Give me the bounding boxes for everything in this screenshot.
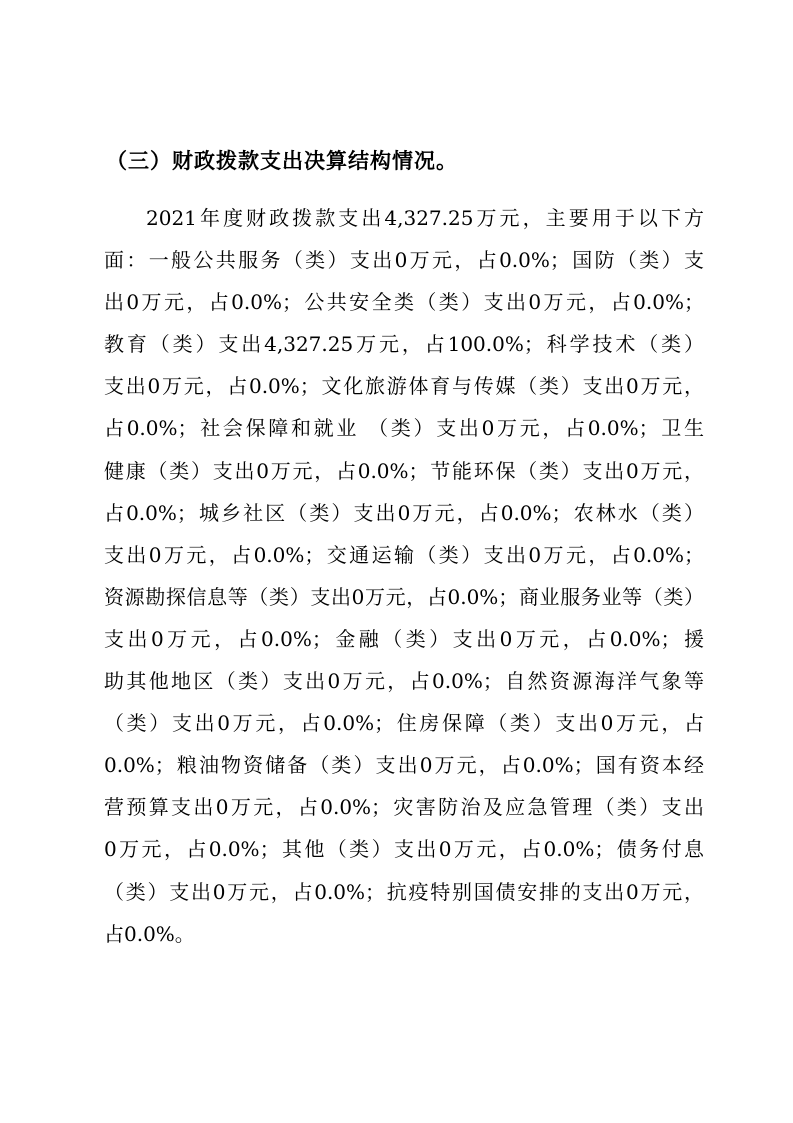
paragraph-line: 0.0%；粮油物资储备（类）支出0万元，占0.0%；国有资本经 bbox=[104, 753, 704, 778]
paragraph-line: 支出0万元，占0.0%；金融（类）支出0万元，占0.0%；援 bbox=[104, 626, 704, 651]
paragraph-line: 占0.0%；城乡社区（类）支出0万元，占0.0%；农林水（类） bbox=[104, 500, 704, 525]
paragraph-line: （类）支出0万元，占0.0%；抗疫特别国债安排的支出0万元， bbox=[104, 879, 704, 904]
paragraph-line: 支出0万元，占0.0%；文化旅游体育与传媒（类）支出0万元， bbox=[104, 374, 704, 399]
paragraph-line: 支出0万元，占0.0%；交通运输（类）支出0万元，占0.0%； bbox=[104, 542, 704, 567]
paragraph-line: 面：一般公共服务（类）支出0万元，占0.0%；国防（类）支 bbox=[104, 248, 704, 273]
paragraph-line: 助其他地区（类）支出0万元，占0.0%；自然资源海洋气象等 bbox=[104, 669, 704, 694]
body-paragraph bbox=[104, 197, 704, 955]
section-heading: （三）财政拨款支出决算结构情况。 bbox=[106, 148, 458, 173]
paragraph-line: 出0万元，占0.0%；公共安全类（类）支出0万元，占0.0%； bbox=[104, 290, 704, 315]
paragraph-line: （类）支出0万元，占0.0%；住房保障（类）支出0万元，占 bbox=[104, 711, 704, 736]
paragraph-line: 教育（类）支出4,327.25万元，占100.0%；科学技术（类） bbox=[104, 332, 704, 357]
paragraph-line: 资源勘探信息等（类）支出0万元，占0.0%；商业服务业等（类） bbox=[104, 584, 704, 609]
paragraph-line: 0万元，占0.0%；其他（类）支出0万元，占0.0%；债务付息 bbox=[104, 837, 704, 862]
paragraph-line: 2021年度财政拨款支出4,327.25万元，主要用于以下方 bbox=[146, 206, 704, 230]
paragraph-line: 营预算支出0万元，占0.0%；灾害防治及应急管理（类）支出 bbox=[104, 795, 704, 820]
paragraph-line: 占0.0%；社会保障和就业 （类）支出0万元，占0.0%；卫生 bbox=[104, 416, 704, 441]
paragraph-line: 占0.0%。 bbox=[104, 921, 195, 946]
paragraph-line: 健康（类）支出0万元，占0.0%；节能环保（类）支出0万元， bbox=[104, 458, 704, 483]
